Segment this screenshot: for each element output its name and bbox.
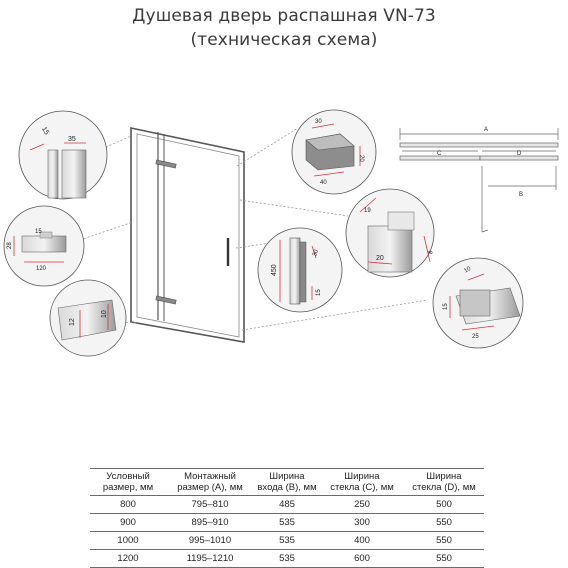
cell: 900 bbox=[90, 514, 166, 532]
svg-text:10: 10 bbox=[463, 265, 473, 275]
cell: 600 bbox=[320, 550, 404, 568]
callout-bottom-right-profile bbox=[433, 258, 523, 348]
svg-text:8: 8 bbox=[428, 250, 435, 256]
header-mounting-size: Монтажный размер (A), мм bbox=[166, 469, 254, 496]
cell: 795–810 bbox=[166, 496, 254, 514]
cell: 300 bbox=[320, 514, 404, 532]
table-row bbox=[90, 550, 484, 568]
cell: 800 bbox=[90, 496, 166, 514]
svg-text:15: 15 bbox=[316, 289, 322, 296]
svg-text:28: 28 bbox=[7, 242, 13, 249]
svg-text:120: 120 bbox=[36, 266, 47, 272]
header-entry-width: Ширина входа (B), мм bbox=[254, 469, 320, 496]
svg-text:25: 25 bbox=[472, 334, 479, 340]
cell: 895–910 bbox=[166, 514, 254, 532]
table-row bbox=[90, 514, 484, 532]
callout-corner-profile bbox=[346, 189, 435, 277]
svg-text:35: 35 bbox=[68, 136, 76, 143]
cell: 1195–1210 bbox=[166, 550, 254, 568]
svg-text:15: 15 bbox=[40, 125, 50, 137]
cell: 1200 bbox=[90, 550, 166, 568]
svg-text:30: 30 bbox=[312, 249, 321, 258]
svg-text:15: 15 bbox=[443, 303, 449, 310]
svg-text:15: 15 bbox=[35, 229, 42, 235]
callout-top-left-profile bbox=[19, 111, 107, 199]
svg-text:19: 19 bbox=[364, 208, 371, 214]
svg-text:D: D bbox=[517, 151, 522, 157]
svg-text:20: 20 bbox=[376, 255, 384, 262]
cell: 550 bbox=[404, 532, 484, 550]
cell: 500 bbox=[404, 496, 484, 514]
cell: 250 bbox=[320, 496, 404, 514]
table-row bbox=[90, 496, 484, 514]
svg-text:12: 12 bbox=[69, 318, 76, 326]
cell: 485 bbox=[254, 496, 320, 514]
cell: 535 bbox=[254, 532, 320, 550]
svg-text:30: 30 bbox=[315, 119, 322, 125]
svg-text:B: B bbox=[519, 192, 524, 198]
svg-text:20: 20 bbox=[358, 155, 364, 162]
table-header-row bbox=[90, 469, 484, 496]
cell: 1000 bbox=[90, 532, 166, 550]
header-glass-width-c: Ширина стекла (C), мм bbox=[320, 469, 404, 496]
cell: 550 bbox=[404, 550, 484, 568]
callout-bottom-profile bbox=[50, 280, 126, 356]
header-nominal-size: Условный размер, мм bbox=[90, 469, 166, 496]
header-glass-width-d: Ширина стекла (D), мм bbox=[404, 469, 484, 496]
callout-handle bbox=[258, 228, 342, 312]
dimensions-table bbox=[90, 468, 484, 568]
callout-left-hinge bbox=[4, 206, 84, 286]
callout-wall-bracket bbox=[292, 110, 376, 194]
cell: 535 bbox=[254, 514, 320, 532]
title-line-2: (техническая схема) bbox=[190, 30, 378, 50]
svg-text:10: 10 bbox=[101, 310, 108, 318]
table-row bbox=[90, 532, 484, 550]
door-front-view bbox=[131, 128, 244, 342]
cell: 550 bbox=[404, 514, 484, 532]
cell: 995–1010 bbox=[166, 532, 254, 550]
cell: 400 bbox=[320, 532, 404, 550]
title-line-1: Душевая дверь распашная VN-73 bbox=[132, 6, 436, 26]
svg-text:40: 40 bbox=[320, 180, 327, 186]
cell: 535 bbox=[254, 550, 320, 568]
svg-text:C: C bbox=[437, 151, 442, 157]
svg-text:450: 450 bbox=[271, 264, 278, 276]
svg-text:A: A bbox=[484, 127, 489, 133]
